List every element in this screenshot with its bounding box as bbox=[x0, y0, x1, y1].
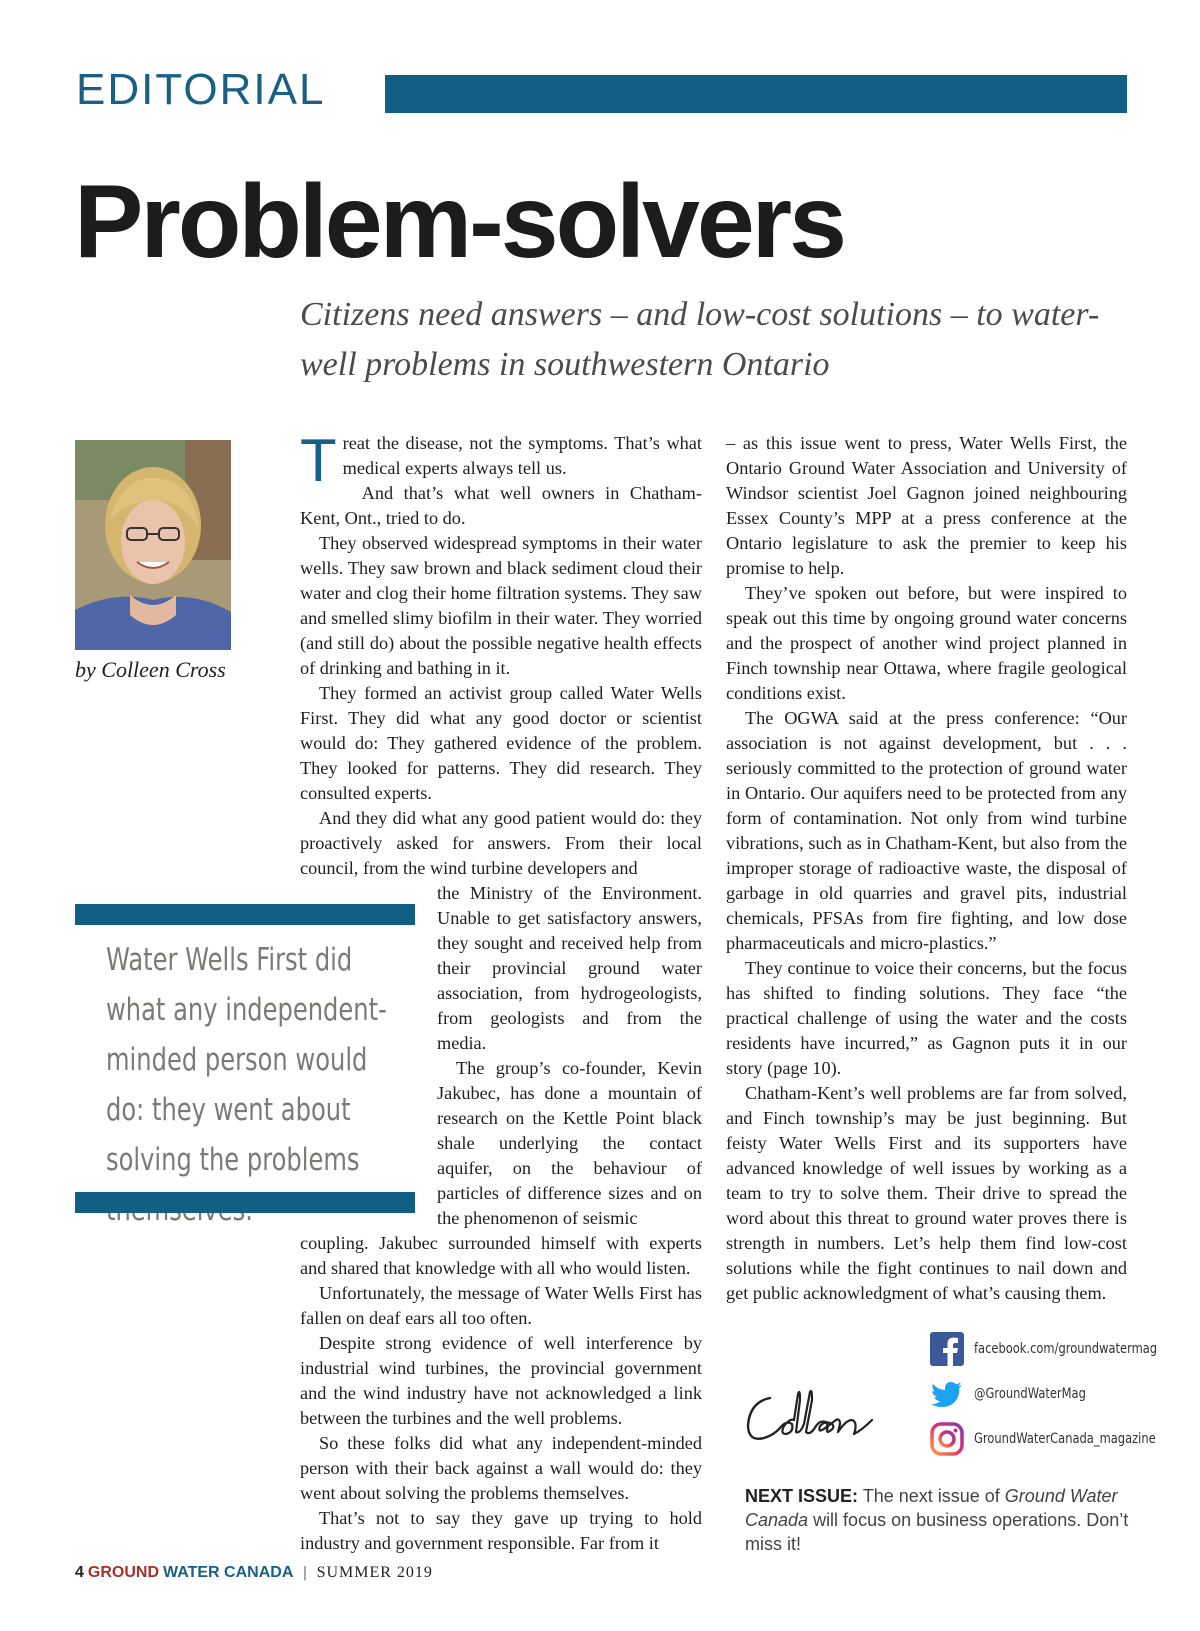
issue-date: SUMMER 2019 bbox=[316, 1564, 433, 1581]
article-paragraph: coupling. Jakubec surrounded himself with experts and shared that knowledge with all who would listen. bbox=[300, 1233, 702, 1278]
page-number: 4 bbox=[75, 1564, 84, 1581]
instagram-link[interactable]: GroundWaterCanada_magazine bbox=[974, 1431, 1156, 1447]
article-paragraph: the Ministry of the Environment. Unable to get satisfactory answers, they sought and received help from their provincial ground water association, from hydrogeologists, from geologists and from the media. bbox=[437, 883, 702, 1053]
twitter-icon bbox=[930, 1377, 964, 1411]
pullquote-bar-bottom bbox=[75, 1192, 415, 1213]
instagram-icon bbox=[930, 1422, 964, 1456]
deck: Citizens need answers – and low-cost solutions – to water-well problems in southwestern Ontario bbox=[300, 296, 1100, 383]
article-paragraph: The group’s co-founder, Kevin Jakubec, has done a mountain of research on the Kettle Point black shale underlying the contact aquifer, on the behaviour of particles of difference sizes and on the phenomenon of seismic bbox=[437, 1058, 702, 1228]
brand-name-part-1: GROUND bbox=[87, 1564, 160, 1581]
pullquote: Water Wells First did what any independent-minded person would do: they went about solving the problems bbox=[106, 942, 387, 1178]
signature bbox=[740, 1380, 910, 1460]
author-photo-illustration bbox=[75, 440, 231, 650]
article-paragraph: They formed an activist group called Water Wells First. They did what any good doctor or scientist would do: They gathered evidence of the problem. They looked for patterns. They did research. They consulted experts. bbox=[300, 683, 702, 803]
social-instagram[interactable] bbox=[930, 1420, 1196, 1458]
facebook-link[interactable]: facebook.com/groundwatermag bbox=[974, 1341, 1158, 1357]
next-issue-label: NEXT ISSUE: bbox=[745, 1486, 859, 1506]
social-twitter[interactable] bbox=[930, 1375, 1110, 1413]
author-photo bbox=[75, 440, 231, 650]
page-footer bbox=[75, 1564, 433, 1582]
next-issue-text-after: will focus on business operations. Don’t miss it! bbox=[745, 1510, 1129, 1554]
next-issue-magazine: Ground Water Canada bbox=[745, 1486, 1118, 1530]
article-paragraph: And that’s what well owners in Chatham-Kent, Ont., tried to do. bbox=[300, 483, 702, 528]
drop-cap: T bbox=[300, 427, 337, 494]
article-paragraph: That’s not to say they gave up trying to hold industry and government responsible. Far from it bbox=[300, 1508, 702, 1553]
article-paragraph: The OGWA said at the press conference: “Our association is not against development, but . . . seriously committed to the protection of ground water in Ontario. Our aquifers need to be protected from any form of contamination. Not only from wind turbine vibrations, such as in Chatham-Kent, but also from the improper storage of radioactive waste, the disposal of garbage in old quarries and gravel pits, industrial chemicals, PFSAs from fire fighting, and low dose pharmaceuticals and micro-plastics.” bbox=[726, 708, 1127, 953]
section-label: EDITORIAL bbox=[76, 65, 326, 114]
article-paragraph: And they did what any good patient would do: they proactively asked for answers. From their local council, from the wind turbine developers and bbox=[300, 808, 702, 878]
article-column-2 bbox=[726, 431, 1127, 1306]
article-paragraph: Chatham-Kent’s well problems are far from solved, and Finch township’s may be just beginning. But feisty Water Wells First and its supporters have advanced knowledge of well issues by working as a team to try to solve them. Their drive to spread the word about this threat to ground water proves there is strength in numbers. Let’s help them find low-cost solutions while the fight continues to nail down and get public acknowledgment of what’s causing them. bbox=[726, 1083, 1127, 1303]
article-paragraph: – as this issue went to press, Water Wells First, the Ontario Ground Water Association and University of Windsor scientist Joel Gagnon joined neighbouring Essex County’s MPP at a press conference at the Ontario legislature to ask the premier to keep his promise to help. bbox=[726, 433, 1127, 578]
social-facebook[interactable] bbox=[930, 1330, 1197, 1368]
article-paragraph: They continue to voice their concerns, but the focus has shifted to finding solutions. They face “the practical challenge of using the water and the costs residents have incurred,” as Gagnon puts it in our story (page 10). bbox=[726, 958, 1127, 1078]
next-issue-note bbox=[745, 1484, 1135, 1556]
footer-separator: | bbox=[303, 1564, 307, 1581]
section-bar bbox=[385, 75, 1127, 113]
next-issue-text-before: The next issue of bbox=[858, 1486, 1005, 1506]
byline: by Colleen Cross bbox=[75, 657, 226, 682]
article-paragraph: Despite strong evidence of well interference by industrial wind turbines, the provincial government and the wind industry have not acknowledged a link between the turbines and the well problems. bbox=[300, 1333, 702, 1428]
headline: Problem-solvers bbox=[74, 164, 844, 280]
signature-script bbox=[740, 1380, 910, 1460]
facebook-icon bbox=[930, 1332, 964, 1366]
article-column-1-bottom bbox=[300, 1231, 702, 1556]
article-paragraph: They observed widespread symptoms in their water wells. They saw brown and black sediment cloud their water and clog their home filtration systems. They saw and smelled slimy biofilm in their water. They worried (and still do) about the possible negative health effects of drinking and bathing in it. bbox=[300, 533, 702, 678]
pullquote-bar-top bbox=[75, 904, 415, 925]
article-paragraph: Unfortunately, the message of Water Wells First has fallen on deaf ears all too often. bbox=[300, 1283, 702, 1328]
twitter-link[interactable]: @GroundWaterMag bbox=[974, 1386, 1086, 1402]
article-column-1-middle bbox=[437, 881, 702, 1231]
article-column-1-top bbox=[300, 427, 702, 881]
article-paragraph: Treat the disease, not the symptoms. That’s what medical experts always tell us. bbox=[300, 427, 702, 494]
article-paragraph: They’ve spoken out before, but were inspired to speak out this time by ongoing ground water concerns and the prospect of another wind project planned in Finch township near Ottawa, where fragile geological conditions exist. bbox=[726, 583, 1127, 703]
brand-name-part-2: WATER CANADA bbox=[163, 1564, 294, 1581]
article-paragraph: So these folks did what any independent-minded person with their back against a wall would do: they went about solving the problems themselves. bbox=[300, 1433, 702, 1503]
